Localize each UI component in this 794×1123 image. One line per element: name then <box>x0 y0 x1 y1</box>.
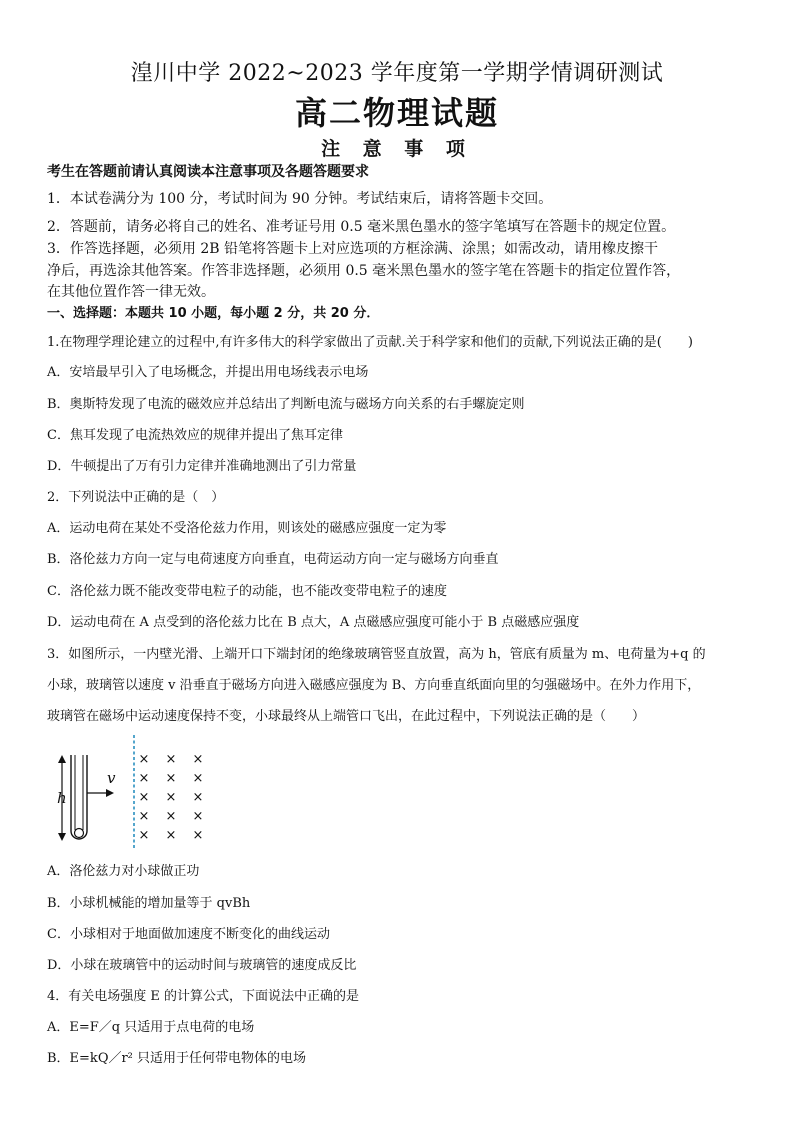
field-cross: × <box>165 828 177 843</box>
notice-heading: 注 意 事 项 <box>321 138 473 160</box>
question-1-option-b: B．奥斯特发现了电流的磁效应并总结出了判断电流与磁场方向关系的右手螺旋定则 <box>47 397 525 412</box>
instruction-item-3-line-2: 净后，再选涂其他答案。作答非选择题，必须用 0.5 毫米黑色墨水的签字笔在答题卡的指定位置作答， <box>47 263 681 279</box>
instructions-heading: 考生在答题前请认真阅读本注意事项及各题答题要求 <box>47 164 369 180</box>
instruction-item-3-line-3: 在其他位置作答一律无效。 <box>47 284 215 300</box>
question-3-stem-line-3: 玻璃管在磁场中运动速度保持不变，小球最终从上端管口飞出，在此过程中，下列说法正确的是（ ） <box>47 709 646 724</box>
field-cross: × <box>192 752 204 767</box>
question-3-figure <box>44 733 214 851</box>
question-1-option-a: A．安培最早引入了电场概念，并提出用电场线表示电场 <box>47 365 369 380</box>
field-cross: × <box>138 771 150 786</box>
question-2-option-b: B．洛伦兹力方向一定与电荷速度方向垂直，电荷运动方向一定与磁场方向垂直 <box>47 552 499 567</box>
question-3-option-c: C．小球相对于地面做加速度不断变化的曲线运动 <box>47 927 330 942</box>
section-1-heading: 一、选择题：本题共 10 小题，每小题 2 分，共 20 分． <box>47 306 380 321</box>
velocity-arrow <box>87 789 114 797</box>
velocity-label: v <box>107 769 116 787</box>
magnetic-field-crosses <box>139 752 204 843</box>
field-cross: × <box>165 771 177 786</box>
question-3-option-a: A．洛伦兹力对小球做正功 <box>47 864 200 879</box>
field-cross: × <box>192 790 204 805</box>
field-cross: × <box>138 828 150 843</box>
school-header: 湟川中学 2022~2023 学年度第一学期学情调研测试 <box>130 61 664 86</box>
field-cross: × <box>165 809 177 824</box>
tube-magnetic-field-diagram <box>44 733 214 851</box>
question-1-option-c: C．焦耳发现了电流热效应的规律并提出了焦耳定律 <box>47 428 343 443</box>
instruction-item-3-line-1: 3．作答选择题，必须用 2B 铅笔将答题卡上对应选项的方框涂满、涂黑；如需改动，请用橡皮擦干 <box>47 241 659 257</box>
glass-tube <box>71 755 87 839</box>
question-3-stem-line-2: 小球，玻璃管以速度 v 沿垂直于磁场方向进入磁感应强度为 B、方向垂直纸面向里的匀强磁场中。在外力作用下， <box>47 678 701 693</box>
question-3-option-d: D．小球在玻璃管中的运动时间与玻璃管的速度成反比 <box>47 958 357 973</box>
height-label: h <box>57 789 67 807</box>
question-2-option-d: D．运动电荷在 A 点受到的洛伦兹力比在 B 点大，A 点磁感应强度可能小于 B 点磁感应强度 <box>47 615 580 630</box>
question-3-option-b: B．小球机械能的增加量等于 qvBh <box>47 896 251 911</box>
question-2-option-a: A．运动电荷在某处不受洛伦兹力作用，则该处的磁感应强度一定为零 <box>47 521 447 536</box>
field-cross: × <box>138 752 150 767</box>
question-4-option-b: B．E=kQ／r² 只适用于任何带电物体的电场 <box>47 1051 307 1066</box>
question-1-option-d: D．牛顿提出了万有引力定律并准确地测出了引力常量 <box>47 459 357 474</box>
question-4-stem: 4．有关电场强度 E 的计算公式，下面说法中正确的是 <box>47 989 360 1004</box>
instruction-item-1: 1．本试卷满分为 100 分，考试时间为 90 分钟。考试结束后，请将答题卡交回。 <box>47 191 553 207</box>
field-cross: × <box>165 752 177 767</box>
question-3-stem-line-1: 3．如图所示，一内壁光滑、上端开口下端封闭的绝缘玻璃管竖直放置，高为 h，管底有质量为 m、电荷量为+q 的 <box>47 647 706 662</box>
charged-ball <box>75 829 84 838</box>
field-cross: × <box>165 790 177 805</box>
field-cross: × <box>138 790 150 805</box>
question-2-option-c: C．洛伦兹力既不能改变带电粒子的动能，也不能改变带电粒子的速度 <box>47 584 447 599</box>
field-cross: × <box>192 771 204 786</box>
field-cross: × <box>138 809 150 824</box>
question-1-stem: 1.在物理学理论建立的过程中,有许多伟大的科学家做出了贡献.关于科学家和他们的贡献,下列说法正确的是( ) <box>47 335 693 350</box>
field-cross: × <box>192 828 204 843</box>
question-4-option-a: A．E=F／q 只适用于点电荷的电场 <box>47 1020 255 1035</box>
field-cross: × <box>192 809 204 824</box>
instruction-item-2: 2．答题前，请务必将自己的姓名、准考证号用 0.5 毫米黑色墨水的签字笔填写在答题卡的规定位置。 <box>47 219 676 235</box>
question-2-stem: 2．下列说法中正确的是（ ） <box>47 490 225 505</box>
page-title: 高二物理试题 <box>294 94 499 132</box>
